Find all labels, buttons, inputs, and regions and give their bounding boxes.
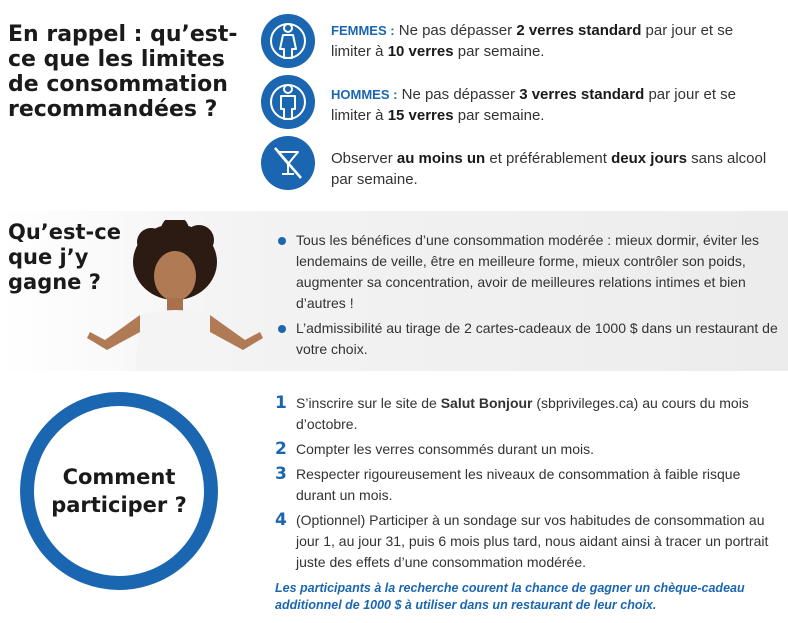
step-item: 2 Compter les verres consommés durant un mois. xyxy=(275,439,594,459)
participate-ring xyxy=(20,392,218,590)
research-note: Les participants à la recherche courent la chance de gagner un chèque-cadeau additionnel de 1000 $ à utiliser dans un restaurant de leur choix. xyxy=(275,581,745,612)
list-item: Tous les bénéfices d’une consommation modérée : mieux dormir, éviter les lendemains de veille, être en meilleure forme, mieux contrôler son poids, augmenter sa concentration, avoir de meilleures relations intimes et bien d’autres ! xyxy=(275,230,780,314)
participate-title: Comment participer ? xyxy=(51,465,187,517)
men-limit: HOMMES : Ne pas dépasser 3 verres standard par jour et se limiter à 15 verres par semaine. xyxy=(331,86,736,124)
bullet-icon xyxy=(278,237,286,245)
alcohol-free-days: Observer au moins un et préférablement deux jours sans alcool par semaine. xyxy=(331,150,767,188)
step-item: 4 (Optionnel) Participer à un sondage sur vos habitudes de consommation au jour 1, au jour 31, puis 6 mois plus tard, nous aidant ainsi à tracer un portrait juste des effets d’une consommation modérée. xyxy=(275,510,769,570)
benefits-list xyxy=(275,230,780,364)
step-number: 4 xyxy=(275,510,287,530)
men-daily-limit: 3 verres standard xyxy=(519,86,645,103)
step-number: 3 xyxy=(275,464,287,484)
step-item: 3 Respecter rigoureusement les niveaux de consommation à faible risque durant un mois. xyxy=(275,464,741,503)
step-number: 1 xyxy=(275,393,287,413)
list-item: L’admissibilité au tirage de 2 cartes-cadeaux de 1000 $ dans un restaurant de votre choix. xyxy=(275,318,780,360)
women-weekly-limit: 10 verres xyxy=(387,43,454,60)
woman-icon xyxy=(261,14,315,68)
women-limit: FEMMES : Ne pas dépasser 2 verres standard par jour et se limiter à 10 verres par semaine. xyxy=(331,22,734,60)
women-daily-limit: 2 verres standard xyxy=(516,22,642,39)
recall-title: En rappel : qu’est-ce que les limites de consommation recommandées ? xyxy=(8,22,238,122)
men-tag: HOMMES : xyxy=(331,87,398,102)
man-icon xyxy=(261,75,315,129)
men-weekly-limit: 15 verres xyxy=(387,107,454,124)
step-number: 2 xyxy=(275,439,287,459)
gain-title: Qu’est-ce que j’y gagne ? xyxy=(8,220,121,294)
women-tag: FEMMES : xyxy=(331,23,395,38)
shrugging-woman-photo xyxy=(85,220,265,371)
step-item: 1 S’inscrire sur le site de Salut Bonjour (sbprivileges.ca) au cours du mois d’octobre. xyxy=(275,393,749,432)
bullet-icon xyxy=(278,325,286,333)
steps-list xyxy=(275,393,780,577)
no-alcohol-icon xyxy=(261,136,315,190)
